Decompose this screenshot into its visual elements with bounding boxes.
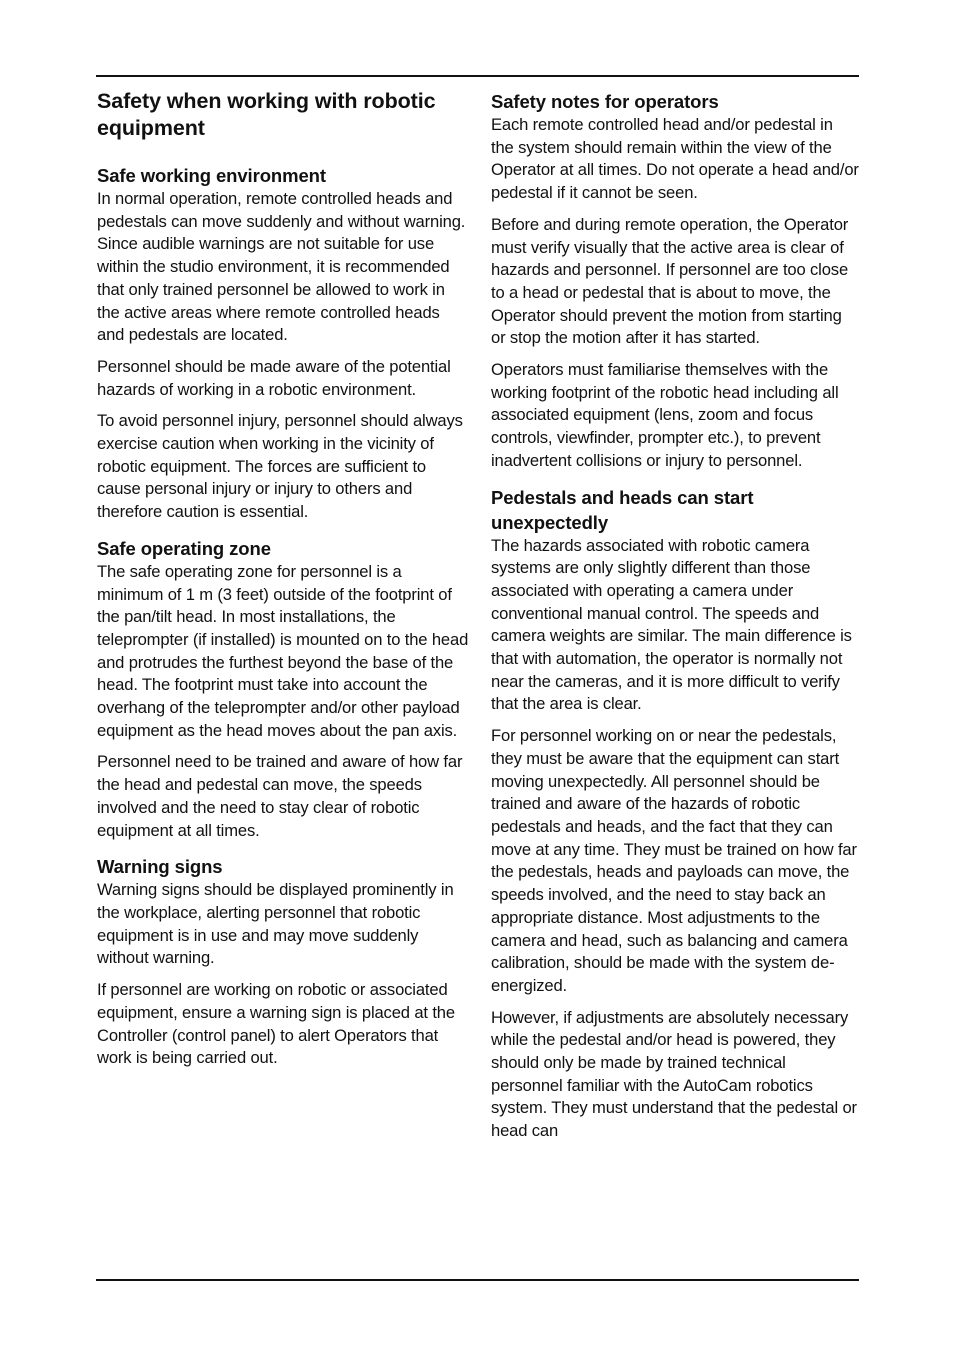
left-column xyxy=(97,88,469,1082)
section-heading: Safety notes for operators xyxy=(491,91,719,112)
section-safe-working-environment xyxy=(97,163,469,524)
section-heading: Safe working environment xyxy=(97,165,326,186)
paragraph: To avoid personnel injury, personnel should always exercise caution when working in the vicinity of robotic equipment. The forces are sufficient to cause personal injury or injury to others and therefore caution is essential. xyxy=(97,411,463,522)
bottom-rule xyxy=(96,1279,859,1281)
paragraph: Each remote controlled head and/or pedestal in the system should remain within the view of the Operator at all times. Do not operate a head and/or pedestal if it cannot be seen. xyxy=(491,115,859,203)
paragraph: In normal operation, remote controlled heads and pedestals can move suddenly and without warning. Since audible warnings are not suitable for use within the studio environment, it is recommended that only trained personnel be allowed to work in the active areas where remote controlled heads and pedestals are located. xyxy=(97,189,466,345)
section-safety-notes-for-operators xyxy=(491,89,859,473)
paragraph: For personnel working on or near the pedestals, they must be aware that the equipment can start moving unexpectedly. All personnel should be trained and aware of the hazards of robotic pedestals and heads, and the fact that they can move at any time. They must be trained on how far the pedestals, heads and payloads can move, the speeds involved, and the need to stay back an appropriate distance. Most adjustments to the camera and head, such as balancing and camera calibration, should be made with the system de-energized. xyxy=(491,726,857,995)
right-column xyxy=(491,88,859,1155)
paragraph: The safe operating zone for personnel is a minimum of 1 m (3 feet) outside of the footprint of the pan/tilt head. In most installations, the teleprompter (if installed) is mounted on to the head and protrudes the furthest beyond the base of the head. The footprint must take into account the overhang of the teleprompter and/or other payload equipment as the head moves about the pan axis. xyxy=(97,561,469,740)
paragraph: Personnel need to be trained and aware of how far the head and pedestal can move, the speeds involved and the need to stay clear of robotic equipment at all times. xyxy=(97,752,463,840)
paragraph: The hazards associated with robotic camera systems are only slightly different than those associated with operating a camera under conventional manual control. The speeds and camera weights are similar. The main difference is that with automation, the operator is normally not near the cameras, and it is more difficult to verify that the area is clear. xyxy=(491,535,852,714)
section-heading: Safe operating zone xyxy=(97,537,271,559)
top-rule xyxy=(96,75,859,77)
section-heading: Pedestals and heads can start unexpectedly xyxy=(491,486,754,533)
paragraph: If personnel are working on robotic or associated equipment, ensure a warning sign is placed at the Controller (control panel) to alert Operators that work is being carried out. xyxy=(97,980,455,1068)
paragraph: Personnel should be made aware of the potential hazards of working in a robotic environment. xyxy=(97,356,451,399)
paragraph: Warning signs should be displayed prominently in the workplace, alerting personnel that robotic equipment is in use and may move suddenly without warning. xyxy=(97,880,454,968)
paragraph: Operators must familiarise themselves with the working footprint of the robotic head including all associated equipment (lens, zoom and focus controls, viewfinder, prompter etc.), to prevent inadvertent collisions or injury to personnel. xyxy=(491,360,839,470)
page-title: Safety when working with robotic equipment xyxy=(97,89,436,140)
paragraph: Before and during remote operation, the Operator must verify visually that the active area is clear of hazards and personnel. If personnel are too close to a head or pedestal that is about to move, the Operator should prevent the motion from starting or stop the motion after it has started. xyxy=(491,214,849,348)
section-warning-signs xyxy=(97,854,469,1070)
paragraph: However, if adjustments are absolutely necessary while the pedestal and/or head is powered, they should only be made by trained technical personnel familiar with the AutoCam robotics system. They must understand that the pedestal or head can xyxy=(491,1007,857,1141)
section-pedestals-start-unexpectedly xyxy=(491,485,859,1143)
section-heading: Warning signs xyxy=(97,856,223,878)
section-safe-operating-zone xyxy=(97,536,469,842)
